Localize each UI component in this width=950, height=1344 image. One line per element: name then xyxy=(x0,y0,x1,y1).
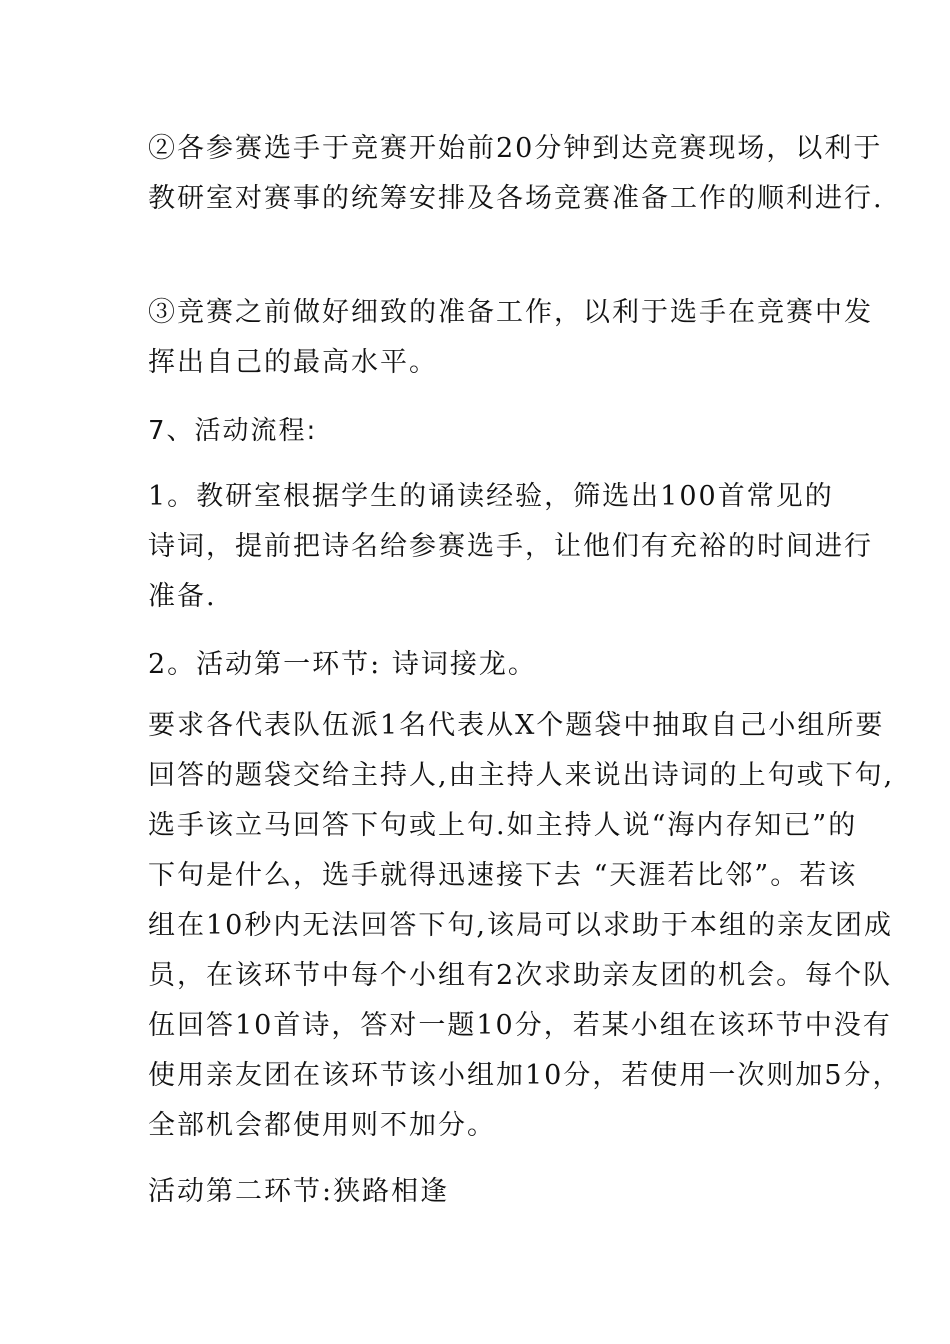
paragraph-line: 2。活动第一环节: 诗词接龙。 xyxy=(148,649,537,680)
paragraph-line: 回答的题袋交给主持人,由主持人来说出诗词的上句或下句, xyxy=(148,760,895,791)
paragraph-line: 全部机会都使用则不加分。 xyxy=(148,1110,496,1141)
paragraph-line: 1。教研室根据学生的诵读经验，筛选出100首常见的 xyxy=(148,481,834,512)
paragraph-line: 下句是什么，选手就得迅速接下去 “天涯若比邻”。若该 xyxy=(148,860,858,891)
paragraph-line: 员，在该环节中每个小组有2次求助亲友团的机会。每个队 xyxy=(148,960,893,991)
paragraph-line: 要求各代表队伍派1名代表从X个题袋中抽取自己小组所要 xyxy=(148,710,885,741)
paragraph-line: 教研室对赛事的统筹安排及各场竞赛准备工作的顺利进行. xyxy=(148,183,884,214)
paragraph-line: ②各参赛选手于竞赛开始前20分钟到达竞赛现场，以利于 xyxy=(148,133,883,164)
paragraph-line: 选手该立马回答下句或上句.如主持人说“海内存知已”的 xyxy=(148,810,858,841)
paragraph-line: 活动第二环节:狭路相逢 xyxy=(148,1176,450,1207)
paragraph-line: 组在10秒内无法回答下句,该局可以求助于本组的亲友团成 xyxy=(148,910,893,941)
paragraph-line: 准备. xyxy=(148,581,217,612)
paragraph-line: 挥出自己的最高水平。 xyxy=(148,347,438,378)
paragraph-line: 伍回答10首诗，答对一题10分，若某小组在该环节中没有 xyxy=(148,1010,892,1041)
section-heading: 7、活动流程: xyxy=(148,416,318,446)
paragraph-line: 使用亲友团在该环节该小组加10分，若使用一次则加5分， xyxy=(148,1060,902,1091)
paragraph-line: ③竞赛之前做好细致的准备工作，以利于选手在竞赛中发 xyxy=(148,297,873,328)
paragraph-line: 诗词，提前把诗名给参赛选手，让他们有充裕的时间进行 xyxy=(148,531,873,562)
